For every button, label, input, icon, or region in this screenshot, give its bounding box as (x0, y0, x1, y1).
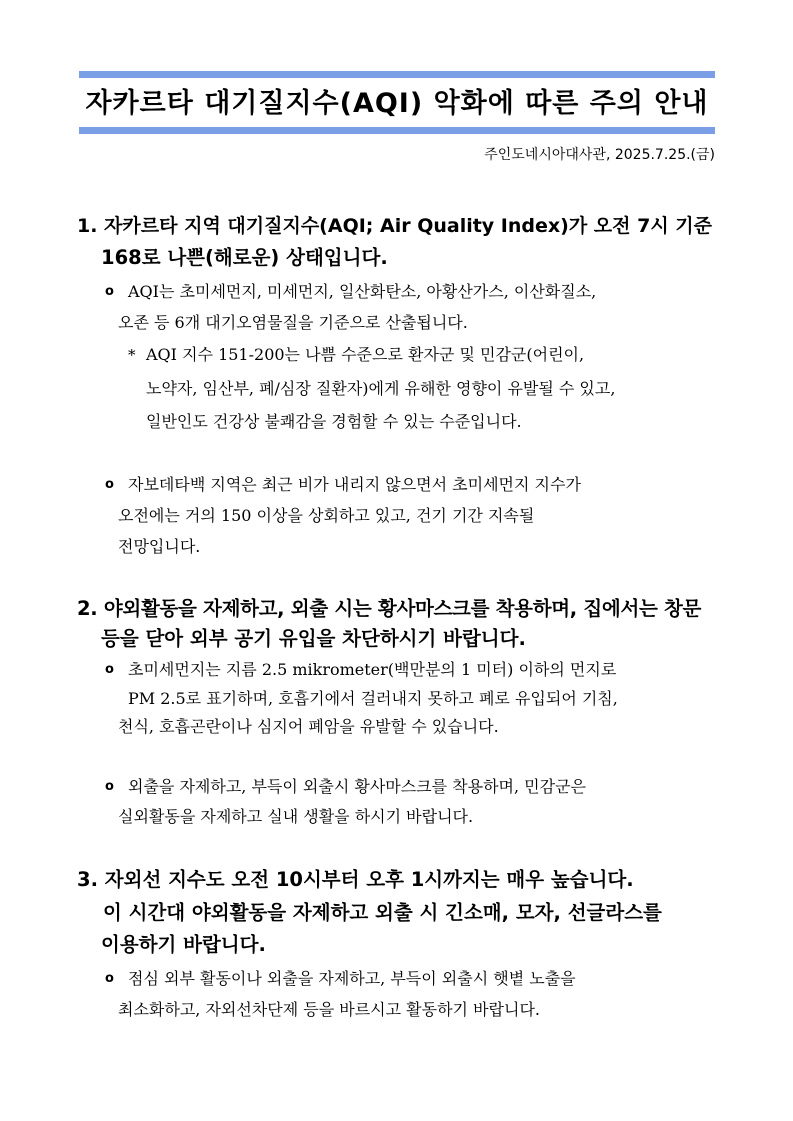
issuer-date: 주인도네시아대사관, 2025.7.25.(금) (484, 147, 715, 163)
title-bar-bottom (79, 127, 715, 134)
page-title: 자카르타 대기질지수(AQI) 악화에 따른 주의 안내 (85, 88, 709, 119)
bullet-marker: o (105, 971, 114, 986)
section-1-bullet-2-line-1: 자보데타백 지역은 최근 비가 내리지 않으면서 초미세먼지 지수가 (128, 475, 581, 494)
section-1-heading-line-1: 1. 자카르타 지역 대기질지수(AQI; Air Quality Index)가 오전 7시 기준 (77, 215, 713, 237)
section-1-bullet-1-line-2: 오존 등 6개 대기오염물질을 기준으로 산출됩니다. (118, 313, 468, 332)
section-3-bullet-1-line-1: 점심 외부 활동이나 외출을 자제하고, 부득이 외출시 햇볕 노출을 (128, 969, 576, 988)
section-2-heading-line-1: 2. 야외활동을 자제하고, 외출 시는 황사마스크를 착용하며, 집에서는 창문 (77, 597, 702, 620)
bullet-marker: o (105, 284, 114, 299)
title-bar-top (79, 71, 715, 78)
note-marker: * (128, 346, 136, 364)
section-3-heading-line-3: 이용하기 바랍니다. (101, 933, 266, 956)
section-2-bullet-1-line-1: 초미세먼지는 지름 2.5 mikrometer(백만분의 1 미터) 이하의 먼지로 (128, 660, 617, 679)
section-3-heading-line-1: 3. 자외선 지수도 오전 10시부터 오후 1시까지는 매우 높습니다. (77, 868, 634, 891)
bullet-marker: o (105, 779, 114, 794)
section-1-bullet-1-line-1: AQI는 초미세먼지, 미세먼지, 일산화탄소, 아황산가스, 이산화질소, (128, 282, 597, 301)
bullet-marker: o (105, 662, 114, 677)
section-1-heading-line-2: 168로 나쁜(해로운) 상태입니다. (101, 246, 388, 269)
section-1-note-line-2: 노약자, 임산부, 폐/심장 질환자)에게 유해한 영향이 유발될 수 있고, (146, 379, 616, 398)
section-2-bullet-1-line-2: PM 2.5로 표기하며, 호흡기에서 걸러내지 못하고 폐로 유입되어 기침, (128, 689, 618, 708)
section-2-bullet-1-line-3: 천식, 호흡곤란이나 심지어 폐암을 유발할 수 있습니다. (118, 717, 499, 736)
bullet-marker: o (105, 477, 114, 492)
section-1-bullet-2-line-2: 오전에는 거의 150 이상을 상회하고 있고, 건기 기간 지속될 (118, 506, 535, 525)
section-1-note-line-3: 일반인도 건강상 불쾌감을 경험할 수 있는 수준입니다. (146, 412, 522, 431)
section-2-bullet-2-line-2: 실외활동을 자제하고 실내 생활을 하시기 바랍니다. (118, 807, 474, 826)
section-1-bullet-2-line-3: 전망입니다. (118, 537, 201, 556)
section-3-heading-line-2: 이 시간대 야외활동을 자제하고 외출 시 긴소매, 모자, 선글라스를 (103, 901, 662, 924)
section-2-bullet-2-line-1: 외출을 자제하고, 부득이 외출시 황사마스크를 착용하며, 민감군은 (128, 777, 587, 796)
section-3-bullet-1-line-2: 최소화하고, 자외선차단제 등을 바르시고 활동하기 바랍니다. (118, 1000, 541, 1019)
section-2-heading-line-2: 등을 닫아 외부 공기 유입을 차단하시기 바랍니다. (101, 627, 526, 650)
section-1-note-line-1: AQI 지수 151-200는 나쁨 수준으로 환자군 및 민감군(어린이, (146, 345, 585, 364)
